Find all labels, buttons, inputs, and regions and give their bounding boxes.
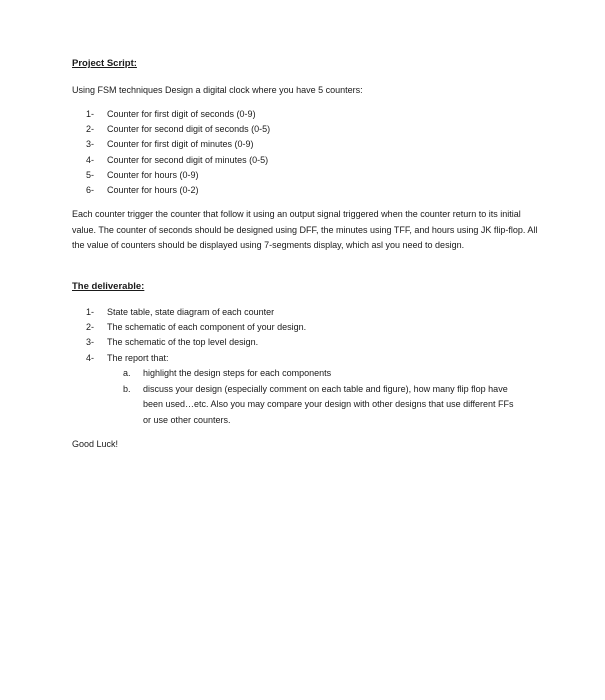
list-number: 6- — [86, 184, 95, 195]
list-number: 5- — [86, 169, 95, 180]
list-letter: b. — [123, 383, 131, 394]
list-text: Counter for second digit of minutes (0-5) — [107, 154, 269, 165]
list-item — [86, 320, 306, 335]
list-text: The schematic of each component of your design. — [107, 322, 307, 333]
project-description: Each counter trigger the counter that follow it using an output signal triggered when the counter return to its initial value. The counter of seconds should be designed using DFF, the minutes using TFF, and hours using JK flip-flop. All the value of counters should be displayed using 7-segments display, which asl you need to design. — [72, 209, 538, 250]
list-text: Counter for hours (0-2) — [107, 184, 199, 195]
list-item — [86, 137, 270, 152]
list-number: 1- — [86, 307, 95, 317]
closing-text: Good Luck! — [72, 439, 119, 449]
list-item — [86, 335, 306, 350]
list-text: The report that: — [107, 352, 169, 363]
list-text: Counter for first digit of seconds (0-9) — [107, 109, 256, 119]
report-sublist — [123, 366, 523, 428]
deliverable-heading: The deliverable: — [72, 281, 145, 292]
list-text: State table, state diagram of each counter — [107, 307, 275, 317]
list-item — [86, 168, 270, 183]
list-text: highlight the design steps for each components — [143, 368, 332, 378]
list-text: discuss your design (especially comment on each table and figure), how many flip flop have been used…etc. Also you may compare your design with other designs that use different FFs or use other counters. — [143, 383, 514, 425]
list-item — [123, 382, 523, 429]
list-number: 1- — [86, 109, 95, 119]
list-item — [86, 305, 306, 320]
list-text: Counter for hours (0-9) — [107, 169, 199, 180]
list-text: Counter for second digit of seconds (0-5) — [107, 124, 271, 135]
list-item — [86, 183, 270, 198]
list-number: 4- — [86, 154, 95, 165]
list-number: 2- — [86, 124, 95, 135]
list-item — [86, 153, 270, 168]
list-number: 3- — [86, 139, 95, 150]
list-item — [86, 351, 306, 366]
list-letter: a. — [123, 368, 131, 378]
project-script-heading: Project Script: — [72, 58, 137, 69]
list-number: 3- — [86, 337, 95, 348]
list-text: The schematic of the top level design. — [107, 337, 259, 348]
list-number: 2- — [86, 322, 95, 333]
project-intro: Using FSM techniques Design a digital clock where you have 5 counters: — [72, 85, 363, 95]
list-number: 4- — [86, 352, 95, 363]
list-item — [86, 107, 270, 122]
list-item — [123, 366, 523, 382]
deliverable-list — [86, 305, 306, 366]
list-item — [86, 122, 270, 137]
counters-list — [86, 107, 270, 198]
list-text: Counter for first digit of minutes (0-9) — [107, 139, 254, 150]
